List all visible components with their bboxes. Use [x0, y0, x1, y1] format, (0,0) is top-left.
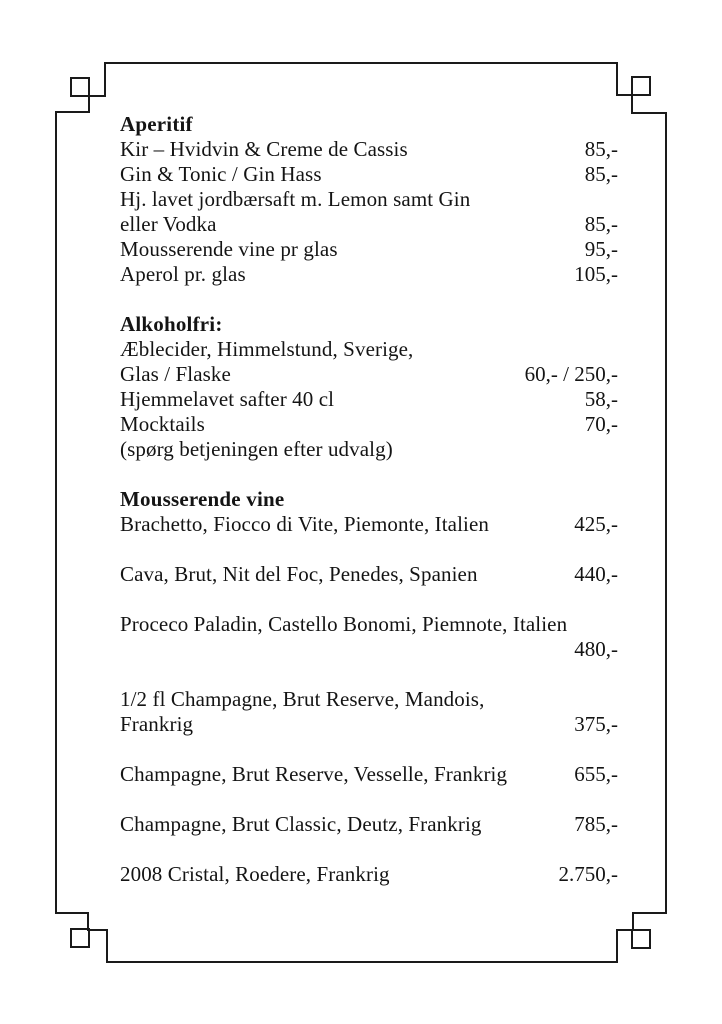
item-name: Gin & Tonic / Gin Hass	[120, 162, 322, 186]
item-price: 95,-	[584, 237, 618, 261]
item-name: Cava, Brut, Nit del Foc, Penedes, Spanien	[120, 562, 478, 586]
menu-line	[120, 187, 618, 212]
menu-line	[120, 837, 618, 862]
item-price: 655,-	[574, 762, 618, 786]
menu-line	[120, 862, 618, 887]
menu-line	[120, 437, 618, 462]
item-name: Kir – Hvidvin & Creme de Cassis	[120, 137, 408, 161]
item-price: 85,-	[584, 137, 618, 161]
menu-line	[120, 687, 618, 712]
menu-section	[120, 487, 618, 887]
item-price: 58,-	[584, 387, 618, 411]
drinks-menu	[120, 112, 618, 887]
menu-line	[120, 587, 618, 612]
item-name: eller Vodka	[120, 212, 217, 236]
item-price: 480,-	[574, 637, 618, 661]
menu-line	[120, 237, 618, 262]
item-name: 2008 Cristal, Roedere, Frankrig	[120, 862, 390, 886]
menu-line	[120, 662, 618, 687]
section-heading: Mousserende vine	[120, 487, 285, 511]
menu-line	[120, 162, 618, 187]
item-name: 1/2 fl Champagne, Brut Reserve, Mandois,	[120, 687, 485, 711]
menu-line	[120, 737, 618, 762]
item-price: 105,-	[574, 262, 618, 286]
menu-line	[120, 262, 618, 287]
item-name: Brachetto, Fiocco di Vite, Piemonte, Italien	[120, 512, 489, 536]
menu-line	[120, 612, 618, 637]
item-name: Æblecider, Himmelstund, Sverige,	[120, 337, 414, 361]
menu-line	[120, 512, 618, 537]
corner-square-ornament	[632, 77, 650, 95]
item-name: Champagne, Brut Classic, Deutz, Frankrig	[120, 812, 482, 836]
item-price: 85,-	[584, 162, 618, 186]
item-price: 375,-	[574, 712, 618, 736]
item-name: Frankrig	[120, 712, 194, 736]
menu-line	[120, 812, 618, 837]
menu-line	[120, 562, 618, 587]
menu-line	[120, 212, 618, 237]
item-name: Glas / Flaske	[120, 362, 231, 386]
item-name: (spørg betjeningen efter udvalg)	[120, 437, 393, 461]
item-price: 85,-	[584, 212, 618, 236]
item-price: 785,-	[574, 812, 618, 836]
section-lines	[120, 512, 618, 887]
menu-line	[120, 637, 618, 662]
corner-square-ornament	[71, 78, 89, 96]
menu-line	[120, 762, 618, 787]
item-name: Aperol pr. glas	[120, 262, 246, 286]
section-lines	[120, 137, 618, 287]
item-name: Mocktails	[120, 412, 205, 436]
menu-line	[120, 337, 618, 362]
item-price: 440,-	[574, 562, 618, 586]
corner-square-ornament	[632, 930, 650, 948]
menu-section	[120, 112, 618, 287]
corner-square-ornament	[71, 929, 89, 947]
section-heading: Alkoholfri:	[120, 312, 223, 336]
item-price: 60,- / 250,-	[524, 362, 618, 386]
item-name: Champagne, Brut Reserve, Vesselle, Frankrig	[120, 762, 508, 786]
item-name: Proceco Paladin, Castello Bonomi, Piemnote, Italien	[120, 612, 568, 636]
item-name: Hjemmelavet safter 40 cl	[120, 387, 335, 411]
menu-line	[120, 537, 618, 562]
menu-line	[120, 387, 618, 412]
menu-line	[120, 412, 618, 437]
menu-section	[120, 312, 618, 462]
item-name: Hj. lavet jordbærsaft m. Lemon samt Gin	[120, 187, 471, 211]
menu-line	[120, 787, 618, 812]
item-price: 70,-	[584, 412, 618, 436]
menu-line	[120, 137, 618, 162]
menu-line	[120, 362, 618, 387]
item-name: Mousserende vine pr glas	[120, 237, 338, 261]
menu-line	[120, 712, 618, 737]
item-price: 2.750,-	[558, 862, 618, 886]
item-price: 425,-	[574, 512, 618, 536]
section-heading: Aperitif	[120, 112, 193, 136]
section-lines	[120, 337, 618, 462]
